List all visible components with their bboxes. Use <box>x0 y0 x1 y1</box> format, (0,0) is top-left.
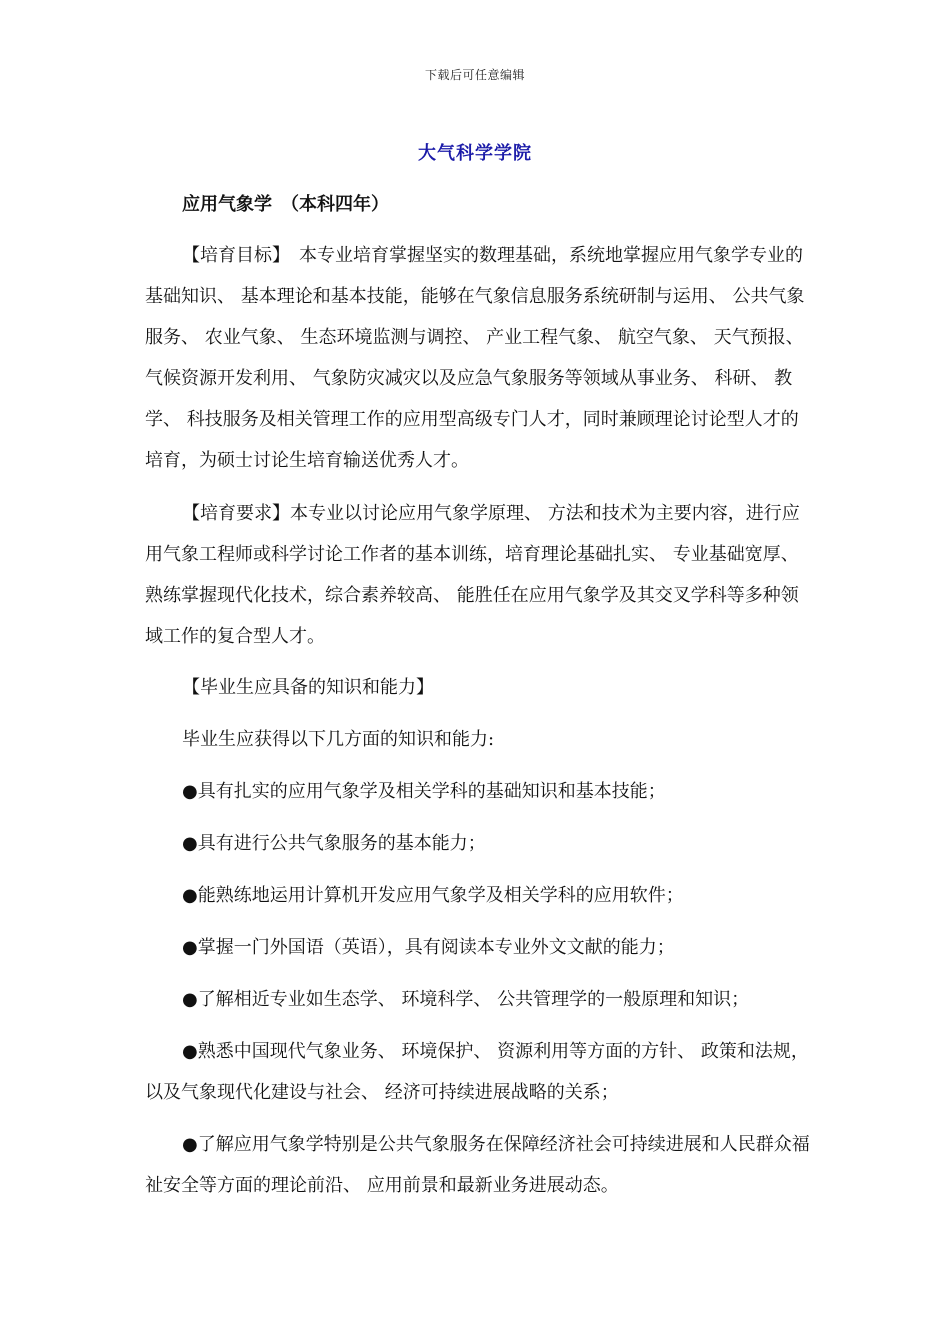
training-goal-label: 【培育目标】 <box>182 245 281 266</box>
training-requirement-text: 本专业以讨论应用气象学原理、 方法和技术为主要内容，进行应用气象工程师或科学讨论工作者的基本训练，培育理论基础扎实、 专业基础宽厚、 熟练掌握现代化技术，综合素养较高、 能胜任在应用气象学及其交叉学科等多种领域工作的复合型人才。 <box>145 503 800 647</box>
training-goal-paragraph <box>145 235 810 481</box>
ability-item: ●了解应用气象学特别是公共气象服务在保障经济社会可持续进展和人民群众福祉安全等方面的理论前沿、 应用前景和最新业务进展动态。 <box>145 1134 810 1196</box>
training-goal-text: 本专业培育掌握坚实的数理基础，系统地掌握应用气象学专业的基础知识、 基本理论和基本技能，能够在气象信息服务系统研制与运用、 公共气象服务、 农业气象、 生态环境监测与调控、 产业工程气象、 航空气象、 天气预报、 气候资源开发利用、 气象防灾减灾以及应急气象服务等领域从事业务、 科研、 教学、 科技服务及相关管理工作的应用型高级专门人才，同时兼顾理论讨论型人才的培育，为硕士讨论生培育输送优秀人才。 <box>145 245 805 471</box>
ability-item: ●熟悉中国现代气象业务、 环境保护、 资源利用等方面的方针、 政策和法规，以及气象现代化建设与社会、 经济可持续进展战略的关系； <box>145 1041 809 1103</box>
abilities-intro: 毕业生应获得以下几方面的知识和能力: <box>182 729 495 750</box>
ability-item: ●了解相近专业如生态学、 环境科学、 公共管理学的一般原理和知识； <box>182 989 750 1010</box>
ability-item: ●能熟练地运用计算机开发应用气象学及相关学科的应用软件； <box>182 885 684 906</box>
major-name: 应用气象学 <box>182 194 272 215</box>
major-duration: （本科四年） <box>290 194 389 215</box>
ability-item: ●掌握一门外国语（英语），具有阅读本专业外文文献的能力； <box>182 937 675 958</box>
training-requirement-label: 【培育要求】 <box>182 503 290 524</box>
ability-item: ●具有进行公共气象服务的基本能力； <box>182 833 486 854</box>
college-title: 大气科学学院 <box>418 143 532 164</box>
ability-item: ●具有扎实的应用气象学及相关学科的基础知识和基本技能； <box>182 781 666 802</box>
major-title <box>145 184 810 225</box>
header-note: 下载后可任意编辑 <box>424 68 525 82</box>
abilities-heading: 【毕业生应具备的知识和能力】 <box>182 677 434 698</box>
training-requirement-paragraph <box>145 493 810 657</box>
